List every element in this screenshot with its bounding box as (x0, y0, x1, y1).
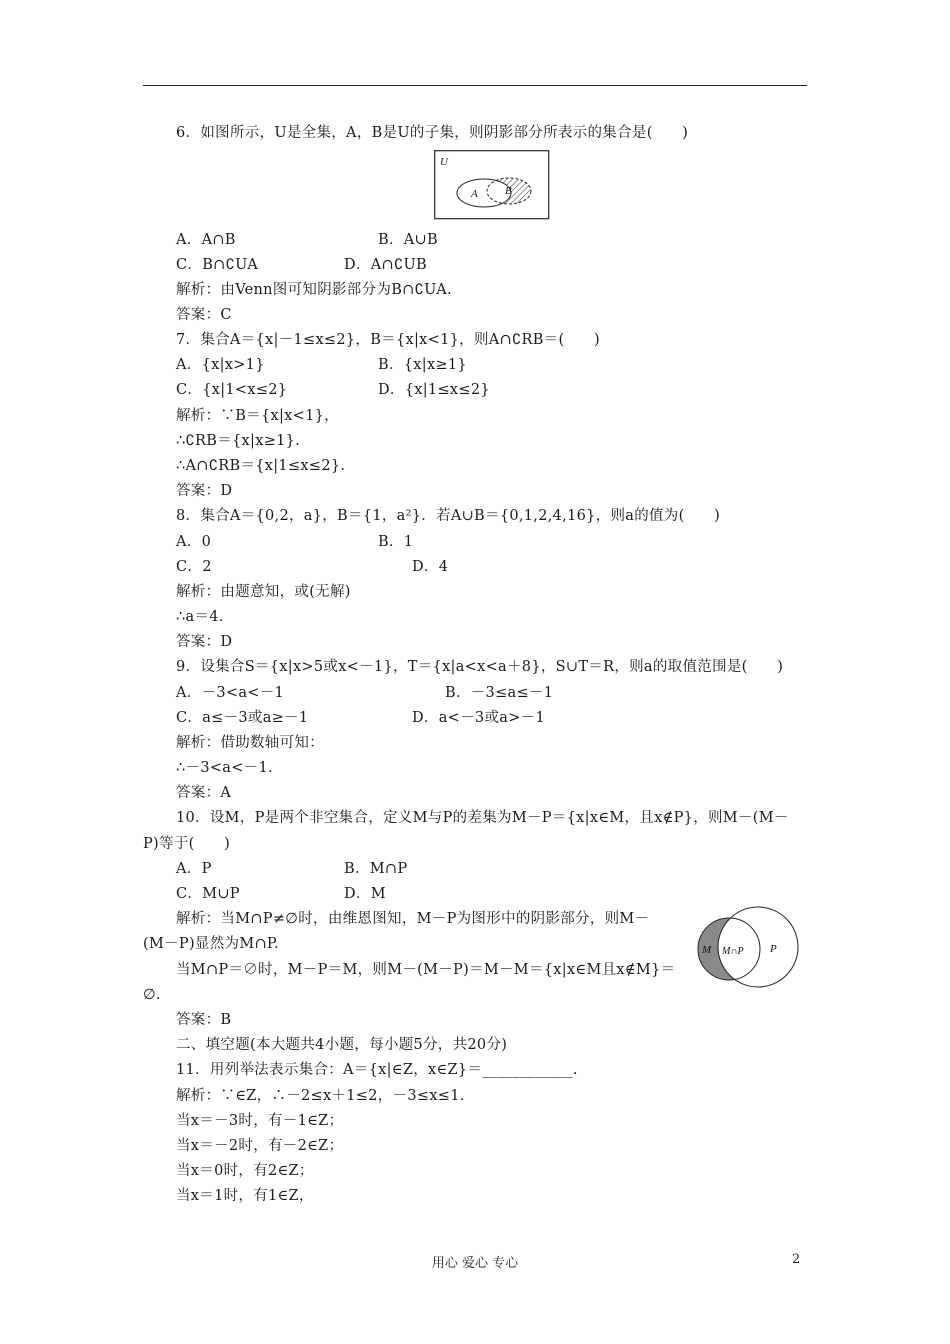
text-line: A．0 (176, 534, 212, 550)
text-line: 8．集合A＝{0,2，a}，B＝{1，a²}．若A∪B＝{0,1,2,4,16}，则a的值为( ) (176, 508, 721, 524)
text-line: ∴－3<a<－1. (176, 760, 273, 776)
text-line: 当x＝1时，有1∈Z， (176, 1188, 314, 1204)
text-line: 答案：C (176, 307, 232, 323)
text-line: ∴∁RB＝{x|x≥1}. (176, 433, 301, 449)
text-line: 解析：由Venn图可知阴影部分为B∩∁UA. (176, 282, 452, 298)
text-line: 解析：∵B＝{x|x<1}， (176, 408, 339, 424)
text-line: A．A∩B (176, 232, 236, 248)
page-number: 2 (792, 1252, 801, 1267)
text-line: B．{x|x≥1} (378, 357, 467, 373)
text-line: B．M∩P (344, 861, 408, 877)
text-line: D．A∩∁UB (344, 257, 427, 273)
venn-diagram-m-p (694, 906, 802, 990)
text-line: C．2 (176, 559, 212, 575)
text-line: A．P (176, 861, 212, 877)
text-line: 答案：D (176, 634, 233, 650)
text-line: 当M∩P＝∅时，M－P＝M，则M－(M－P)＝M－M＝{x|x∈M且x∉M}＝ (176, 962, 676, 978)
text-line: B．1 (378, 534, 414, 550)
text-line: 9．设集合S＝{x|x>5或x<－1}，T＝{x|a<x<a＋8}，S∪T＝R，则a的取值范围是( ) (176, 659, 784, 675)
label-m-intersect-p: M∩P (722, 946, 744, 957)
text-line: 答案：B (176, 1012, 232, 1028)
text-line: D．{x|1≤x≤2} (378, 382, 490, 398)
page-footer: 用心 爱心 专心 (431, 1256, 519, 1271)
text-line: C．M∪P (176, 886, 240, 902)
text-line: 6．如图所示，U是全集，A，B是U的子集，则阴影部分所表示的集合是( ) (176, 125, 689, 141)
text-line: 当x＝0时，有2∈Z； (176, 1163, 314, 1179)
text-line: 解析：借助数轴可知： (176, 735, 324, 751)
text-line: 解析：∵∈Z，∴－2≤x＋1≤2，－3≤x≤1. (176, 1088, 465, 1104)
text-line: ∴a＝4. (176, 609, 224, 625)
text-line: D．4 (412, 559, 449, 575)
label-u: U (440, 156, 448, 168)
text-line: 答案：D (176, 483, 233, 499)
text-line: 当x＝－3时，有－1∈Z； (176, 1113, 344, 1129)
label-a: A (471, 188, 478, 200)
label-b: B (505, 185, 512, 197)
text-line: B．－3≤a≤－1 (445, 685, 554, 701)
text-line: ∅. (143, 987, 161, 1003)
text-line: (M－P)显然为M∩P. (143, 936, 279, 952)
text-line: 10．设M，P是两个非空集合，定义M与P的差集为M－P＝{x|x∈M，且x∉P}，则M－(M－ (176, 810, 789, 826)
header-rule (143, 85, 807, 86)
text-line: 二、填空题(本大题共4小题，每小题5分，共20分) (176, 1037, 508, 1053)
text-line: 当x＝－2时，有－2∈Z； (176, 1138, 344, 1154)
text-line: 7．集合A＝{x|－1≤x≤2}，B＝{x|x<1}，则A∩∁RB＝( ) (176, 332, 600, 348)
text-line: P)等于( ) (143, 836, 231, 852)
text-line: B．A∪B (378, 232, 438, 248)
text-line: D．M (344, 886, 386, 902)
text-line: D．a<－3或a>－1 (412, 710, 545, 726)
label-m: M (702, 944, 712, 956)
venn-diagram-u-a-b (434, 150, 550, 220)
text-line: 11．用列举法表示集合：A＝{x|∈Z，x∈Z}＝____________. (176, 1062, 578, 1078)
text-line: C．a≤－3或a≥－1 (176, 710, 309, 726)
label-p: P (770, 943, 777, 955)
text-line: 解析：由题意知，或(无解) (176, 584, 351, 600)
text-line: A．{x|x>1} (176, 357, 265, 373)
text-line: A．－3<a<－1 (176, 685, 285, 701)
text-line: C．{x|1<x≤2} (176, 382, 288, 398)
text-line: ∴A∩∁RB＝{x|1≤x≤2}. (176, 458, 346, 474)
shaded-region (434, 150, 550, 220)
text-line: 答案：A (176, 785, 232, 801)
text-line: 解析：当M∩P≠∅时，由维恩图知，M－P为图形中的阴影部分，则M－ (176, 911, 650, 927)
text-line: C．B∩∁UA (176, 257, 258, 273)
